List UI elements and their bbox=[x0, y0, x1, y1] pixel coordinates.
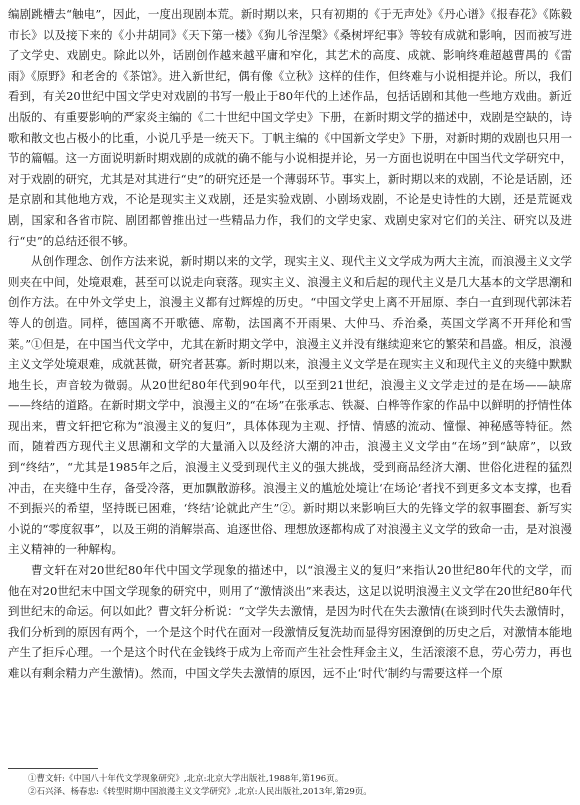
paragraph: 从创作理念、创作方法来说，新时期以来的文学，现实主义、现代主义文学成为两大主流，而浪漫主义文学则夹在中间，处境艰难，甚至可以说走向衰落。现实主义、浪漫主义和后起的现代主义是几大基本的文学思潮和创作方法。在中外文学史上，浪漫主义都有过辉煌的历史。“中国文学史上离不开屈原、李白一直到现代郭沫若等人的创造。同样，德国离不开歌德、席勒，法国离不开雨果、大仲马、乔治桑，英国文学离不开拜伦和雪莱。”①但是，在中国当代文学中，尤其在新时期文学中，浪漫主义并没有继续迎来它的繁荣和昌盛。相反，浪漫主义文学处境艰难，成就甚微，研究者甚寡。新时期以来，浪漫主义文学是在现实主义和现代主义的夹缝中默默地生长，声音较为微弱。从20世纪80年代到90年代，以至到21世纪，浪漫主义文学走过的是在场——缺席——终结的道路。在新时期文学中，浪漫主义的“在场”在张承志、铁凝、白桦等作家的作品中以鲜明的抒情性体现出来，曹文轩把它称为“浪漫主义的复归”，具体体现为主观、抒情、情感的流动、憧憬、神秘感等特征。然而，随着西方现代主义思潮和文学的大量涌入以及经济大潮的冲击，浪漫主义文学由“在场”到“缺席”，以致到“终结”，“尤其是1985年之后，浪漫主义受到现代主义的强大挑战，受到商品经济大潮、世俗化进程的猛烈冲击，在夹缝中生存，备受冷落，更加飘散游移。浪漫主义的尴尬处境让‘在场论’者找不到更多文本支撑，也看不到振兴的希望，坚持既已困难，‘终结’论就此产生”②。新时期以来影响巨大的先锋文学的叙事圈套、新写实小说的“零度叙事”，以及王朔的消解崇高、追逐世俗、理想放逐都构成了对浪漫主义文学的致命一击，是对浪漫主义精神的一种解构。 bbox=[8, 254, 572, 557]
footnote: ②石兴泽、杨春忠:《转型时期中国浪漫主义文学研究》,北京:人民出版社,2013年,第29页。 bbox=[28, 786, 372, 797]
footnote-divider bbox=[8, 768, 98, 769]
footnote: ①曹文轩:《中国八十年代文学现象研究》,北京:北京大学出版社,1988年,第196页。 bbox=[28, 774, 344, 784]
paragraph: 编剧跳槽去“触电”，因此，一度出现剧本荒。新时期以来，只有初期的《于无声处》《丹心谱》《报春花》《陈毅市长》以及接下来的《小井胡同》《天下第一楼》《狗儿爷涅槃》《桑树坪纪事》等较有成就和影响，因而被写进了文学史、戏剧史。除此以外，话剧创作越来越平庸和窄化，其艺术的高度、成就、影响终难超越曹禺的《雷雨》《原野》和老舍的《茶馆》。进入新世纪，偶有像《立秋》这样的佳作，但终难与小说相提并论。所以，我们看到，有关20世纪中国文学史对戏剧的书写一般止于80年代的上述作品，包括话剧和其他一些地方戏曲。新近出版的、有重要影响的严家炎主编的《二十世纪中国文学史》下册，在新时期文学的描述中，戏剧是空缺的，诗歌和散文也占极小的比重，小说几乎是一统天下。丁帆主编的《中国新文学史》下册，对新时期的戏剧也只用一节的篇幅。这一方面说明新时期戏剧的成就的确不能与小说相提并论，另一方面也说明在中国当代文学研究中，对于戏剧的研究，尤其是对其进行“史”的研究还是一个薄弱环节。事实上，新时期以来的戏剧，不论是话剧，还是京剧和其他地方戏，不论是现实主义戏剧，还是实验戏剧、小剧场戏剧，不论是史诗性的大剧，还是荒诞戏剧，国家和各省市院、剧团都曾推出过一些精品力作，我们的文学史家、戏剧史家对它们的关注、研究以及进行“史”的总结还很不够。 bbox=[8, 7, 572, 248]
body-text bbox=[8, 4, 572, 768]
paragraph: 曹文轩在对20世纪80年代中国文学现象的描述中，以“浪漫主义的复归”来指认20世纪80年代的文学，而他在对20世纪末中国文学现象的研究中，则用了“激情淡出”来表达，这足以说明浪漫主义文学在20世纪80年代到世纪末的命运。何以如此？曹文轩分析说：“文学失去激情，是因为时代在失去激情(在谈到时代失去激情时，我们分析到的原因有两个，一个是这个时代在面对一段激情反复洗劫而显得穷困潦倒的历史之后，对激情本能地产生了拒斥心理。一个是这个时代在金钱终于成为上帝而产生社会性拜金主义，生活滚滚不息，劳心劳力，再也难以有剩余精力产生激情)。然而，中国文学失去激情的原因，远不止‘时代’制约与需要这样一个原 bbox=[8, 563, 572, 680]
footnotes bbox=[28, 773, 572, 798]
